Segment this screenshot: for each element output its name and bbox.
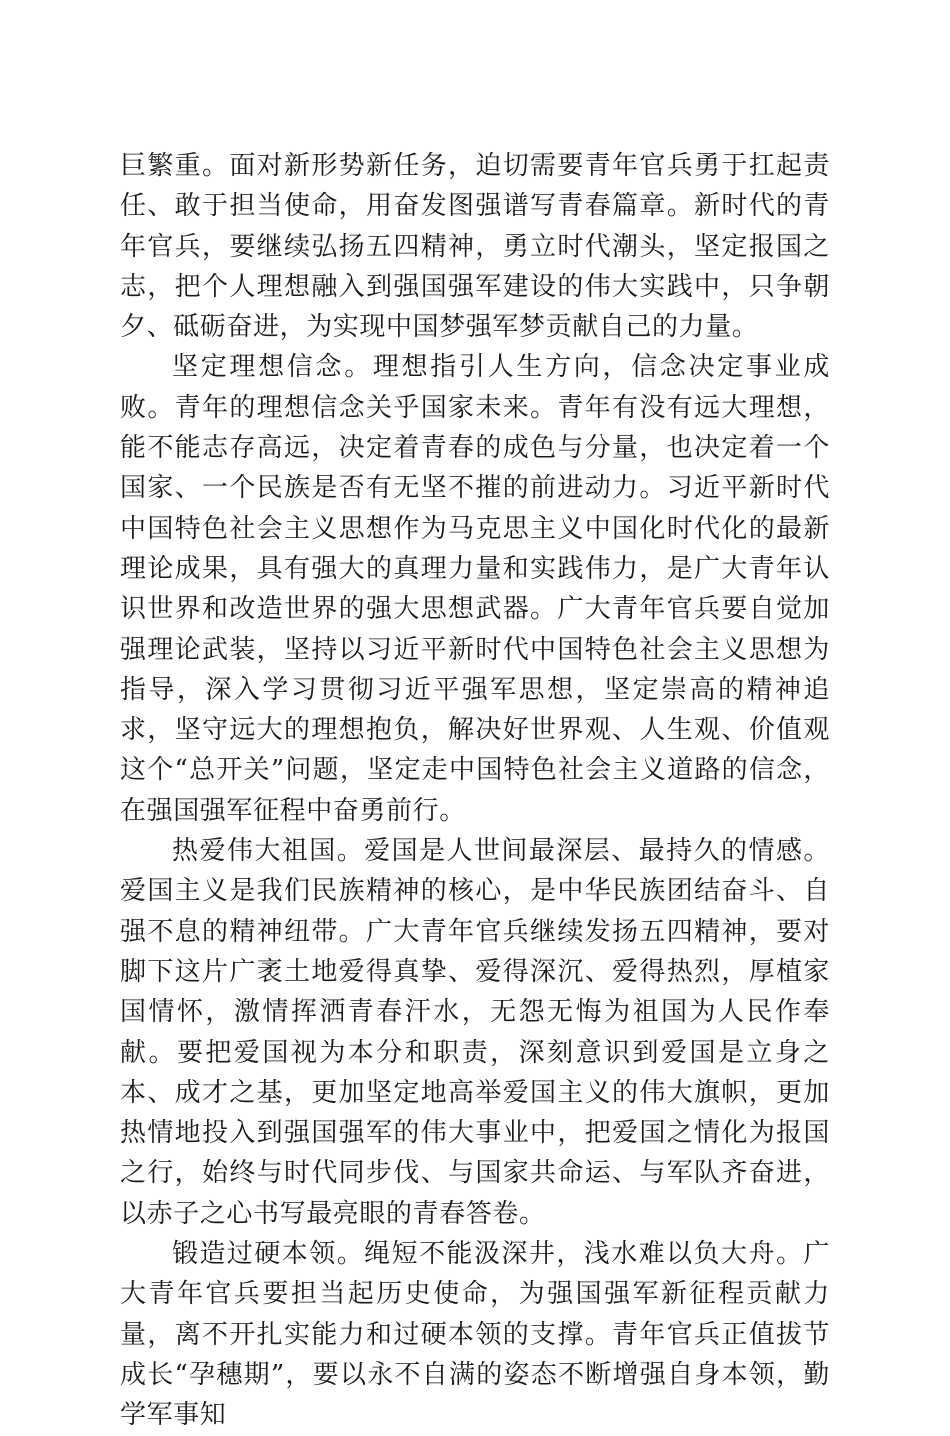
- paragraph-ideals-and-beliefs: 坚定理想信念。理想指引人生方向，信念决定事业成败。青年的理想信念关乎国家未来。青年有没有远大理想，能不能志存高远，决定着青春的成色与分量，也决定着一个国家、一个民族是否有无坚不摧的前进动力。习近平新时代中国特色社会主义思想作为马克思主义中国化时代化的最新理论成果，具有强大的真理力量和实践伟力，是广大青年认识世界和改造世界的强大思想武器。广大青年官兵要自觉加强理论武装，坚持以习近平新时代中国特色社会主义思想为指导，深入学习贯彻习近平强军思想，坚定崇高的精神追求，坚守远大的理想抱负，解决好世界观、人生观、价值观这个“总开关”问题，坚定走中国特色社会主义道路的信念，在强国强军征程中奋勇前行。: [120, 352, 830, 826]
- paragraph-continued: 巨繁重。面对新形势新任务，迫切需要青年官兵勇于扛起责任、敢于担当使命，用奋发图强谱写青春篇章。新时代的青年官兵，要继续弘扬五四精神，勇立时代潮头，坚定报国之志，把个人理想融入到强国强军建设的伟大实践中，只争朝夕、砥砺奋进，为实现中国梦强军梦贡献自己的力量。: [120, 151, 830, 343]
- paragraph-forge-skills: 锻造过硬本领。绳短不能汲深井，浅水难以负大舟。广大青年官兵要担当起历史使命，为强国强军新征程贡献力量，离不开扎实能力和过硬本领的支撑。青年官兵正值拔节成长“孕穗期”，要以永不自满的姿态不断增强自身本领，勤学军事知: [120, 1239, 830, 1431]
- document-body: [120, 146, 830, 1436]
- paragraph-love-the-motherland: 热爱伟大祖国。爱国是人世间最深层、最持久的情感。爱国主义是我们民族精神的核心，是中华民族团结奋斗、自强不息的精神纽带。广大青年官兵继续发扬五四精神，要对脚下这片广袤土地爱得真挚、爱得深沉、爱得热烈，厚植家国情怀，激情挥洒青春汗水，无怨无悔为祖国为人民作奉献。要把爱国视为本分和职责，深刻意识到爱国是立身之本、成才之基，更加坚定地高举爱国主义的伟大旗帜，更加热情地投入到强国强军的伟大事业中，把爱国之情化为报国之行，始终与时代同步伐、与国家共命运、与军队齐奋进，以赤子之心书写最亮眼的青春答卷。: [120, 836, 830, 1229]
